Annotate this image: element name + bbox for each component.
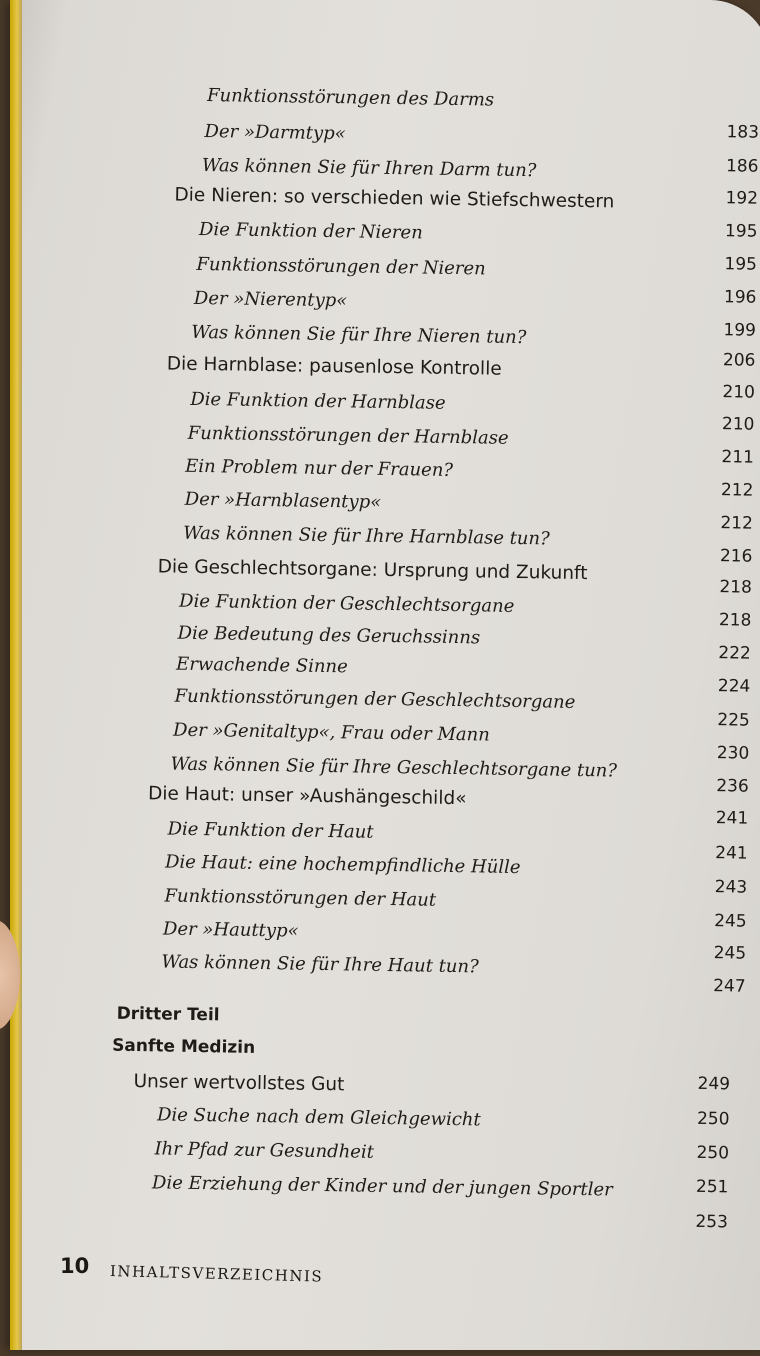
toc-entry-title: Die Bedeutung des Geruchssinns [177,622,481,649]
toc-entry-title: Funktionsstörungen der Haut [164,885,437,911]
toc-entry-title: Die Suche nach dem Gleichgewicht [156,1104,481,1131]
toc-entry-title: Was können Sie für Ihre Harnblase tun? [183,522,550,550]
toc-entry-page: 243 [714,877,748,898]
toc-entry-page: 210 [722,382,756,403]
toc-entry-title: Ihr Pfad zur Gesundheit [154,1138,375,1163]
toc-entry-page: 183 [726,122,760,143]
toc-entry-page: 186 [725,156,759,177]
toc-entry-page: 196 [723,287,757,308]
toc-entry-title: Funktionsstörungen der Geschlechtsorgane [174,685,576,713]
toc-entry-title: Was können Sie für Ihre Geschlechtsorgane tun? [170,753,618,782]
toc-entry-title: Ein Problem nur der Frauen? [185,455,454,481]
toc-entry-title: Dritter Teil [116,1003,220,1026]
toc-entry-page: 218 [718,610,752,631]
toc-entry-page: 241 [715,843,748,864]
toc-entry-page: 216 [719,546,753,567]
toc-entry-title: Erwachende Sinne [175,653,348,678]
toc-entry-title: Die Nieren: so verschieden wie Stiefschwestern [174,184,615,213]
toc-entry-title: Funktionsstörungen der Nieren [196,253,486,280]
toc-entry-page: 195 [724,221,758,242]
toc-entry-title: Der »Genitaltyp«, Frau oder Mann [172,719,490,746]
toc-entry-title: Die Geschlechtsorgane: Ursprung und Zukunft [157,556,588,585]
toc-entry-page: 210 [721,414,755,435]
toc-entry-page: 247 [712,976,746,997]
toc-entry-title: Der »Harnblasentyp« [184,488,382,513]
toc-entry-page: 251 [695,1176,729,1198]
toc-entry-title: Der »Darmtyp« [204,121,346,145]
toc-entry-title: Die Harnblase: pausenlose Kontrolle [166,353,502,380]
toc-entry-page: 195 [724,254,758,275]
toc-entry-title: Funktionsstörungen des Darms [206,85,495,111]
toc-entry-title: Die Erziehung der Kinder und der jungen Sportler [151,1172,613,1201]
toc-entry-page: 253 [695,1211,729,1233]
toc-entry-page: 199 [723,320,757,341]
toc-entry-title: Die Funktion der Nieren [198,218,423,244]
toc-entry-page: 211 [721,447,755,468]
book-page [10,0,760,1350]
toc-entry-page: 236 [716,776,749,797]
toc-entry-page: 212 [720,513,754,534]
toc-entry-page: 225 [717,710,750,731]
toc-entry-title: Die Funktion der Geschlechtsorgane [178,590,515,617]
toc-entry-title: Die Haut: unser »Aushängeschild« [147,783,467,810]
toc-entry-title: Der »Nierentyp« [193,287,348,312]
toc-entry-title: Was können Sie für Ihre Haut tun? [161,951,479,978]
toc-entry-title: Funktionsstörungen der Harnblase [187,422,509,449]
running-header: INHALTSVERZEICHNIS [109,1262,324,1286]
toc-entry-page: 245 [713,943,747,964]
toc-entry-title: Der »Hauttyp« [162,918,299,942]
toc-entry-page: 249 [697,1073,731,1095]
toc-entry-title: Sanfte Medizin [111,1035,256,1058]
toc-entry-title: Die Haut: eine hochempfindliche Hülle [164,851,521,879]
toc-entry-page: 230 [716,743,750,764]
toc-entry-page: 241 [715,808,749,829]
toc-entry-title: Was können Sie für Ihre Nieren tun? [191,321,527,349]
toc-entry-page: 218 [719,577,753,598]
toc-entry-page: 212 [720,480,754,501]
toc-entry-title: Die Funktion der Haut [167,818,374,843]
toc-entry-page: 245 [714,911,747,932]
toc-entry-title: Was können Sie für Ihren Darm tun? [201,154,537,182]
toc-entry-page: 192 [725,188,759,209]
toc-entry-page: 250 [696,1142,730,1164]
toc-entry-page: 222 [718,643,751,664]
page-number: 10 [60,1254,90,1278]
toc-entry-title: Die Funktion der Harnblase [190,388,446,414]
toc-entry-title: Unser wertvollstes Gut [133,1071,345,1096]
toc-entry-page: 224 [717,676,751,697]
toc-entry-page: 206 [722,350,756,371]
toc-entry-page: 250 [696,1108,730,1130]
